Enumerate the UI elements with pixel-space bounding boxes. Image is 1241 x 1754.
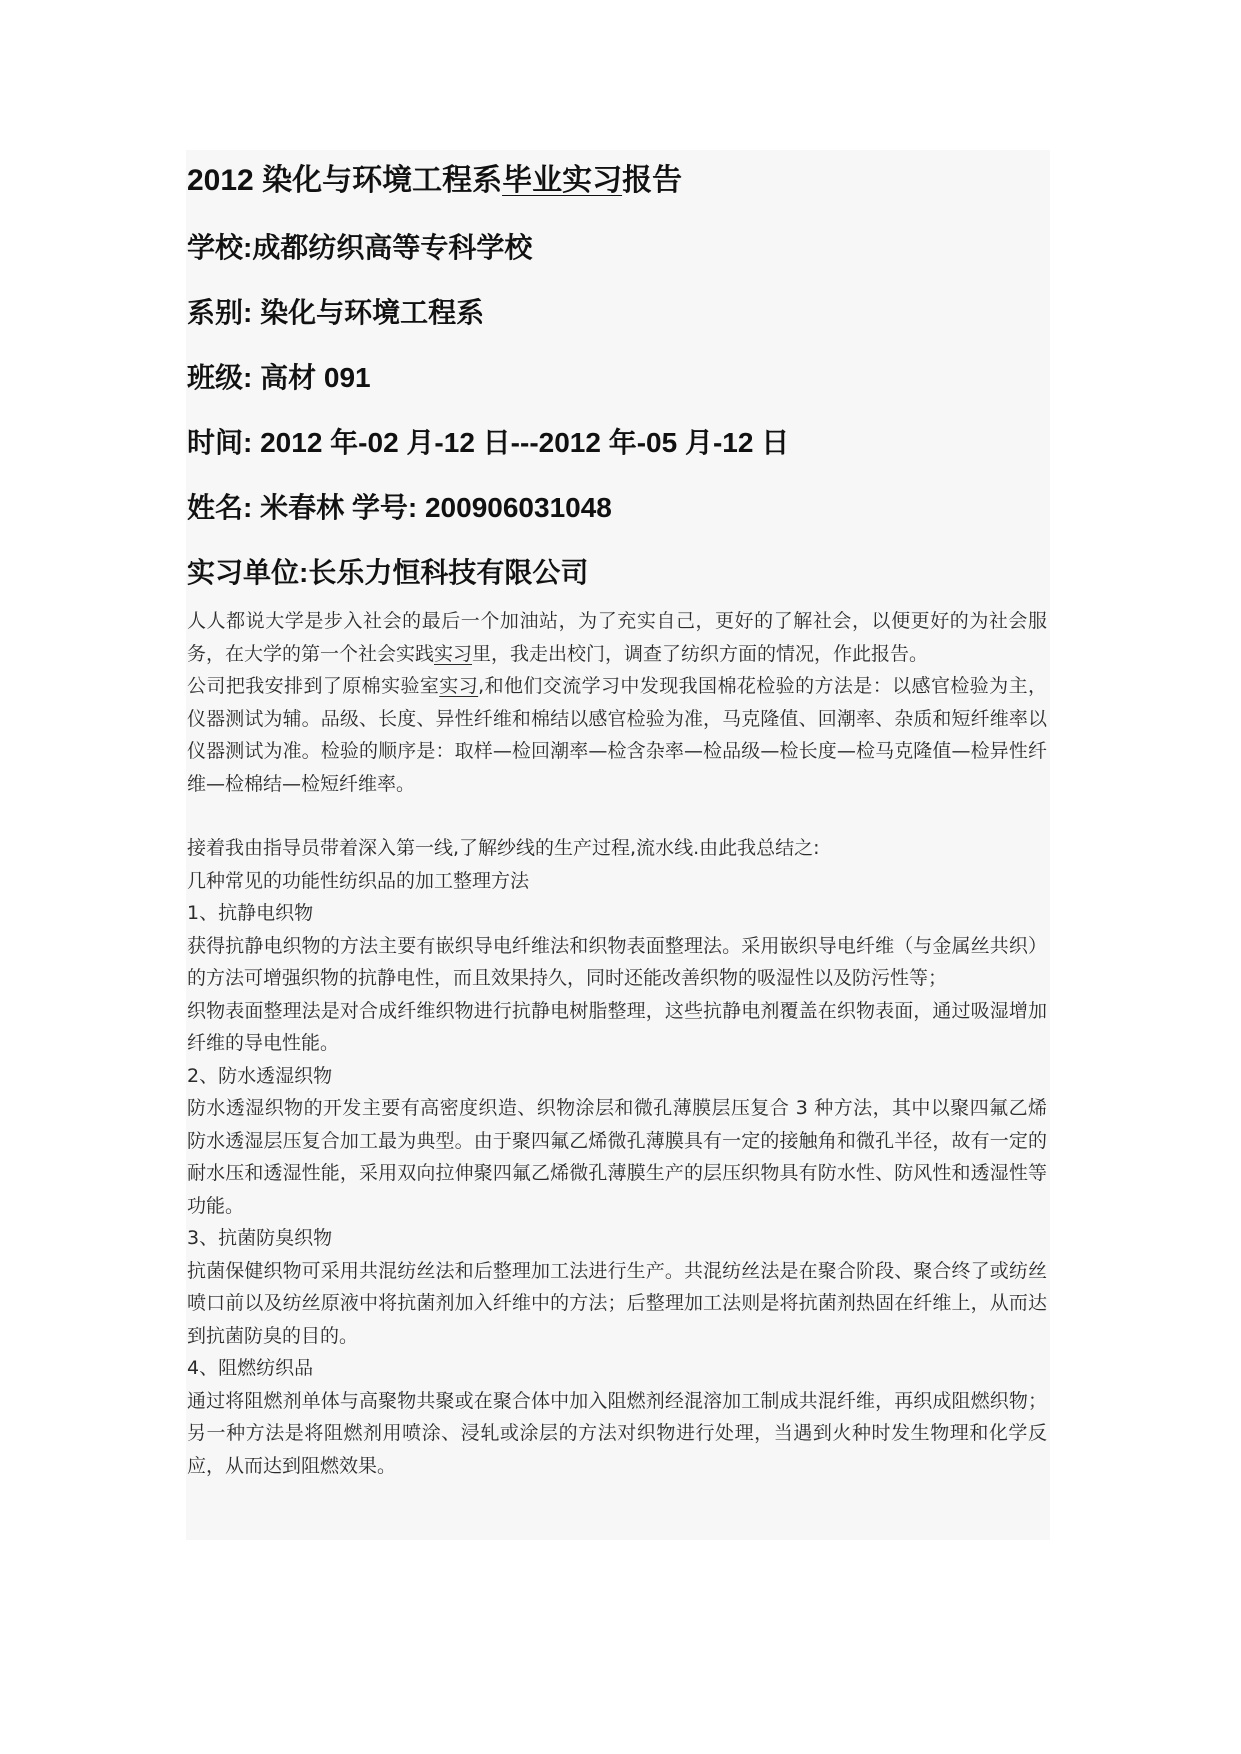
paragraph: 接着我由指导员带着深入第一线,了解纱线的生产过程,流水线.由此我总结之: <box>187 837 820 859</box>
time-line: 时间: 2012 年-02 月-12 日---2012 年-05 月-12 日 <box>187 427 790 458</box>
paragraph <box>187 670 1047 800</box>
title-part: 报告 <box>622 164 683 197</box>
school-line: 学校:成都纺织高等专科学校 <box>187 232 533 263</box>
paragraph: 防水透湿织物的开发主要有高密度织造、织物涂层和微孔薄膜层压复合 3 种方法，其中以聚四氟乙烯防水透湿层压复合加工最为典型。由于聚四氟乙烯微孔薄膜具有一定的接触角和微孔半径，故有一定的耐水压和透湿性能，采用双向拉伸聚四氟乙烯微孔薄膜生产的层压织物具有防水性、防风性和透湿性等功能。 <box>187 1097 1047 1217</box>
text-run: 里，我走出校门，调查了纺织方面的情况，作此报告。 <box>472 642 929 665</box>
blank-line <box>187 800 1047 832</box>
name-line: 姓名: 米春林 学号: 200906031048 <box>187 492 612 523</box>
class-line: 班级: 高材 091 <box>187 362 371 393</box>
internship-link[interactable]: 实习 <box>439 675 479 697</box>
paragraph: 获得抗静电织物的方法主要有嵌织导电纤维法和织物表面整理法。采用嵌织导电纤维（与金属丝共织）的方法可增强织物的抗静电性，而且效果持久，同时还能改善织物的吸湿性以及防污性等； <box>187 934 1047 989</box>
text-run: 公司把我安排到了原棉实验室 <box>187 675 440 697</box>
section-heading: 3、抗菌防臭织物 <box>187 1227 333 1249</box>
paragraph <box>187 605 1047 670</box>
text-run: ,和他们交流学习中发现我国棉花检验的方法是：以感官检验为主，仪器测试为辅。品级、长度、异性纤维和棉结以感官检验为准，马克隆值、回潮率、杂质和短纤维率以仪器测试为准。检验的顺序是：取样—检回潮率—检含杂率—检品级—检长度—检马克隆值—检异性纤维—检棉结—检短纤维率。 <box>187 675 1047 795</box>
paragraph: 通过将阻燃剂单体与高聚物共聚或在聚合体中加入阻燃剂经混溶加工制成共混纤维，再织成阻燃织物；另一种方法是将阻燃剂用喷涂、浸轧或涂层的方法对织物进行处理，当遇到火种时发生物理和化学反应，从而达到阻燃效果。 <box>187 1389 1047 1477</box>
report-content <box>187 158 1047 1482</box>
title-part: 2012 染化与环境工程系 <box>187 164 503 197</box>
report-title <box>187 158 1047 204</box>
paragraph: 织物表面整理法是对合成纤维织物进行抗静电树脂整理，这些抗静电剂覆盖在织物表面，通过吸湿增加纤维的导电性能。 <box>187 999 1047 1054</box>
section-heading: 2、防水透湿织物 <box>187 1064 333 1087</box>
paragraph: 抗菌保健织物可采用共混纺丝法和后整理加工法进行生产。共混纺丝法是在聚合阶段、聚合终了或纺丝喷口前以及纺丝原液中将抗菌剂加入纤维中的方法；后整理加工法则是将抗菌剂热固在纤维上，从而达到抗菌防臭的目的。 <box>187 1259 1047 1347</box>
text-run: 人人都说大学是步入社会的最后一个加油站，为了充实自己，更好的了解社会，以便更好的为社会服务，在大学的第一个社会实践 <box>187 610 1047 665</box>
unit-line: 实习单位:长乐力恒科技有限公司 <box>187 557 589 588</box>
paragraph: 几种常见的功能性纺织品的加工整理方法 <box>187 869 530 892</box>
section-heading: 4、阻燃纺织品 <box>187 1357 314 1379</box>
internship-link[interactable]: 实习 <box>434 642 473 665</box>
title-link[interactable]: 毕业实习 <box>502 164 623 197</box>
report-body <box>187 605 1047 1482</box>
department-line: 系别: 染化与环境工程系 <box>187 297 485 328</box>
section-heading: 1、抗静电织物 <box>187 902 314 924</box>
